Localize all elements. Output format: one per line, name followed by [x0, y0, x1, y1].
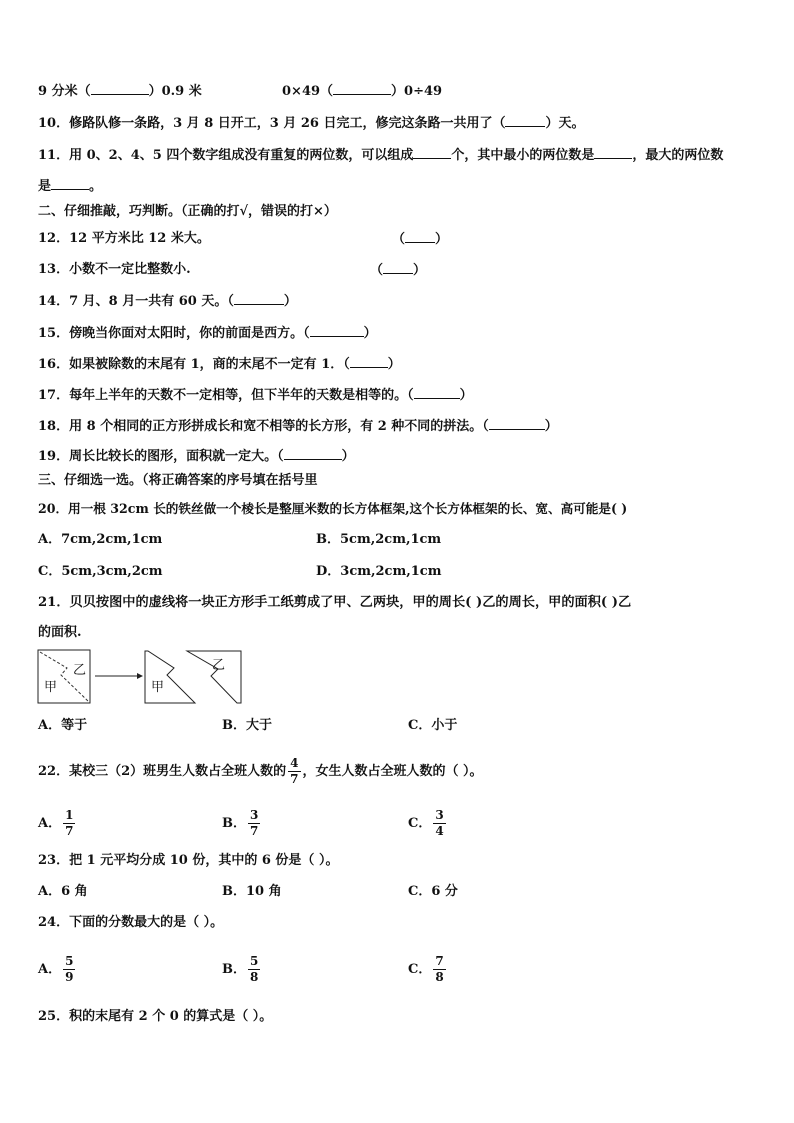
question-10: 10．修路队修一条路，3 月 8 日开工，3 月 26 日完工，修完这条路一共用了（ ）天。 [38, 116, 585, 131]
option-21-b[interactable]: B．大于 [222, 718, 272, 733]
fraction: $\frac{4}{7}$ [290, 756, 299, 786]
option-20-d[interactable]: D．3cm,2cm,1cm [316, 564, 442, 579]
answer-blank[interactable] [91, 82, 149, 95]
answer-blank[interactable] [414, 386, 460, 399]
arrow-head-icon [137, 673, 143, 679]
option-21-a[interactable]: A．等于 [38, 718, 88, 733]
question-11-line1: 11．用 0、2、4、5 四个数字组成没有重复的两位数，可以组成 个，其中最小的两位数是 ，最大的两位数 [38, 148, 724, 163]
question-13-paren: （ ） [370, 263, 427, 278]
option-22-b[interactable]: B． $\frac{3}{7}$ [222, 808, 259, 838]
answer-blank[interactable] [333, 82, 391, 95]
fig-label-yi-2: 乙 [212, 658, 226, 673]
question-12-paren: （ ） [392, 232, 449, 247]
answer-blank[interactable] [284, 447, 342, 460]
option-21-c[interactable]: C．小于 [408, 718, 458, 733]
question-11-line2: 是 。 [38, 179, 103, 194]
answer-blank[interactable] [489, 417, 545, 430]
fig-label-jia-2: 甲 [151, 680, 165, 695]
question-23: 23．把 1 元平均分成 10 份，其中的 6 份是（ ）。 [38, 853, 339, 868]
answer-blank[interactable] [350, 355, 388, 368]
question-20: 20．用一根 32cm 长的铁丝做一个棱长是整厘米数的长方体框架,这个长方体框架的长、宽、高可能是( ) [38, 501, 628, 516]
option-23-b[interactable]: B．10 角 [222, 884, 282, 899]
option-20-a[interactable]: A．7cm,2cm,1cm [38, 532, 163, 547]
answer-blank[interactable] [234, 292, 284, 305]
question-13: 13．小数不一定比整数小. [38, 262, 191, 277]
question-16: 16．如果被除数的末尾有 1，商的末尾不一定有 1．（ ） [38, 357, 401, 372]
option-22-c[interactable]: C． $\frac{3}{4}$ [408, 808, 444, 838]
fig-label-jia-1: 甲 [44, 680, 58, 695]
fig-label-yi-1: 乙 [73, 663, 87, 678]
question-17: 17．每年上半年的天数不一定相等，但下半年的天数是相等的。（ ） [38, 388, 473, 403]
question-18: 18．用 8 个相同的正方形拼成长和宽不相等的长方形，有 2 种不同的拼法。（ ） [38, 419, 558, 434]
answer-blank[interactable] [310, 324, 364, 337]
q9-right: 0×49（ ）0÷49 [282, 84, 443, 99]
q9-left: 9 分米（ ）0.9 米 [38, 84, 202, 99]
option-24-a[interactable]: A． $\frac{5}{9}$ [38, 954, 74, 984]
option-23-a[interactable]: A．6 角 [38, 884, 88, 899]
option-22-a[interactable]: A． $\frac{1}{7}$ [38, 808, 74, 838]
answer-blank[interactable] [413, 146, 451, 159]
option-23-c[interactable]: C．6 分 [408, 884, 458, 899]
option-20-c[interactable]: C．5cm,3cm,2cm [38, 564, 163, 579]
question-15: 15．傍晚当你面对太阳时，你的前面是西方。（ ） [38, 326, 377, 341]
question-14: 14．7 月、8 月一共有 60 天。（ ） [38, 294, 297, 309]
option-24-b[interactable]: B． $\frac{5}{8}$ [222, 954, 259, 984]
answer-blank[interactable] [405, 230, 435, 243]
question-12: 12．12 平方米比 12 米大。 [38, 231, 210, 246]
answer-blank[interactable] [594, 146, 632, 159]
section-2-heading: 二、仔细推敲，巧判断。（正确的打√，错误的打×） [38, 204, 337, 219]
answer-blank[interactable] [505, 114, 545, 127]
question-24: 24．下面的分数最大的是（ ）。 [38, 915, 224, 930]
question-25: 25．积的末尾有 2 个 0 的算式是（ ）。 [38, 1009, 273, 1024]
option-24-c[interactable]: C． $\frac{7}{8}$ [408, 954, 444, 984]
question-22: 22．某校三（2）班男生人数占全班人数的 $\frac{4}{7}$ ，女生人数占全班人数的（ ）。 [38, 756, 483, 786]
question-21-line2: 的面积. [38, 625, 82, 640]
question-19: 19．周长比较长的图形，面积就一定大。（ ） [38, 449, 355, 464]
question-21-line1: 21．贝贝按图中的虚线将一块正方形手工纸剪成了甲、乙两块，甲的周长( )乙的周长，甲的面积( )乙 [38, 595, 632, 610]
section-3-heading: 三、仔细选一选。（将正确答案的序号填在括号里 [38, 473, 318, 488]
answer-blank[interactable] [51, 177, 89, 190]
answer-blank[interactable] [383, 261, 413, 274]
option-20-b[interactable]: B．5cm,2cm,1cm [316, 532, 442, 547]
